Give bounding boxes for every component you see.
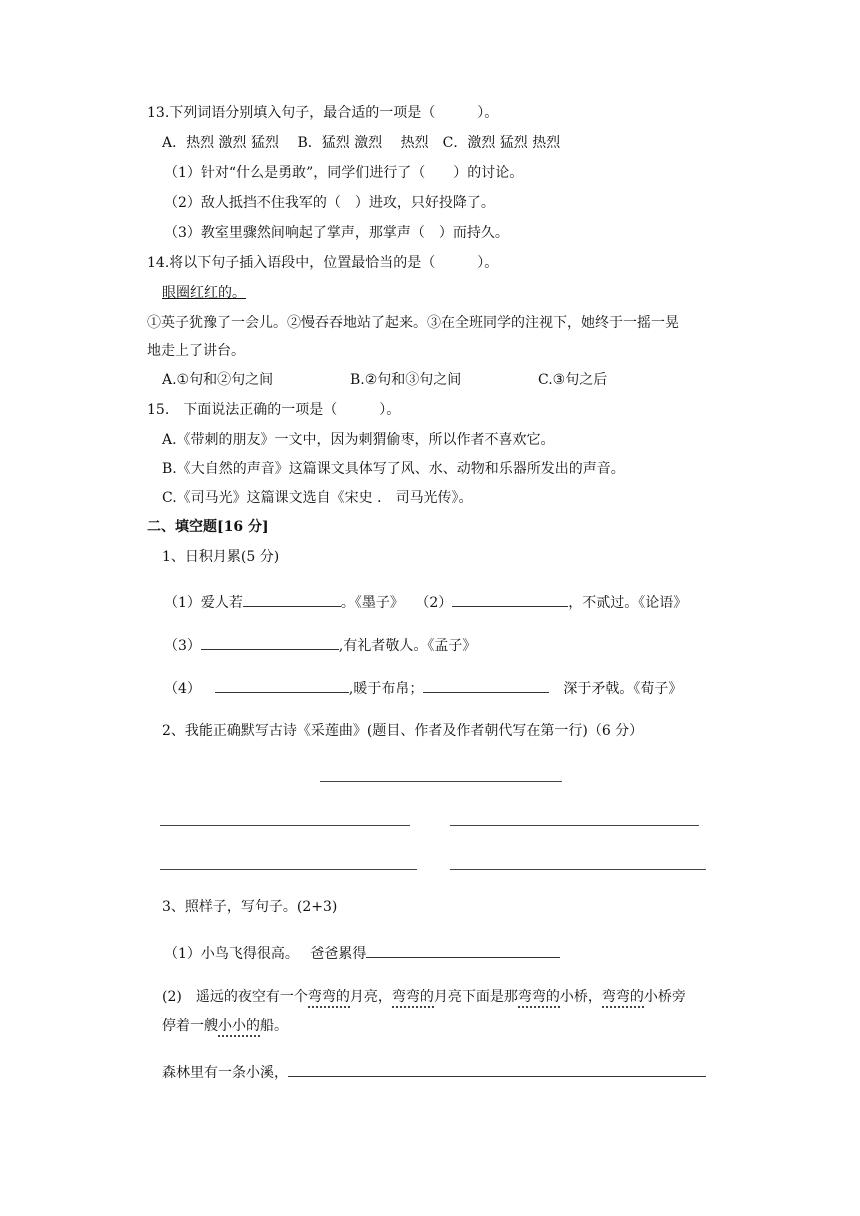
fill-blank[interactable] xyxy=(366,942,560,958)
q14-paragraph-line-2: 地走上了讲台。 xyxy=(147,343,245,359)
fill-blank[interactable] xyxy=(215,677,349,693)
poem-line[interactable] xyxy=(160,869,417,870)
s3-text: (2) 遥远的夜空有一个 xyxy=(162,989,308,1005)
s3-example-line-1 xyxy=(162,987,686,1007)
part2-s2-title: 2、我能正确默写古诗《采莲曲》(题目、作者及作者朝代写在第一行)（6 分） xyxy=(162,723,644,739)
s3-line-1-a: （1）小鸟飞得很高。 爸爸累得 xyxy=(164,946,367,962)
q13-sentence-2: （2）敌人抵挡不住我军的（ ）进攻，只好投降了。 xyxy=(164,195,495,211)
q15-stem: 15. 下面说法正确的一项是（ ）。 xyxy=(147,402,401,418)
q15-option-b: B.《大自然的声音》这篇课文具体写了风、水、动物和乐器所发出的声音。 xyxy=(162,461,625,477)
s1-line-3-c: 深于矛戟。《荀子》 xyxy=(563,681,683,697)
part2-s3-title: 3、照样子，写句子。(2+3) xyxy=(162,899,338,915)
s1-line-2 xyxy=(164,634,476,656)
s1-line-1-c: ，不贰过。《论语》 xyxy=(568,595,688,611)
poem-line[interactable] xyxy=(450,825,699,826)
q13-sentence-3: （3）教室里骤然间响起了掌声，那掌声（ ）而持久。 xyxy=(164,225,509,241)
s1-line-1 xyxy=(164,591,687,613)
fill-blank[interactable] xyxy=(423,677,549,693)
s3-text: 月亮下面是那 xyxy=(433,989,518,1005)
s3-line-4-a: 森林里有一条小溪， xyxy=(162,1065,288,1081)
s3-text: 月亮， xyxy=(349,989,392,1005)
s1-line-2-b: ,有礼者敬人。《孟子》 xyxy=(338,638,477,654)
q13-options: A．热烈 激烈 猛烈 B．猛烈 激烈 热烈 C．激烈 猛烈 热烈 xyxy=(162,135,561,151)
s3-line-4 xyxy=(162,1061,706,1083)
q15-option-c: C.《司马光》这篇课文选自《宋史 ． 司马光传》。 xyxy=(162,490,473,506)
s1-line-3-b: ,暖于布帛； xyxy=(348,681,424,697)
fill-blank[interactable] xyxy=(288,1061,706,1077)
q14-option-a: A.①句和②句之间 xyxy=(162,372,274,388)
dotted-word: 弯弯的 xyxy=(392,989,434,1008)
s3-text: 小桥， xyxy=(559,989,602,1005)
s1-line-3 xyxy=(164,677,682,699)
q14-stem: 14.将以下句子插入语段中，位置最恰当的是（ ）。 xyxy=(147,255,499,271)
fill-blank[interactable] xyxy=(452,591,568,607)
s1-line-1-a: （1）爱人若 xyxy=(164,595,243,611)
dotted-word: 弯弯的 xyxy=(308,989,350,1008)
fill-blank[interactable] xyxy=(243,591,341,607)
dotted-word: 小小的 xyxy=(218,1018,260,1037)
q13-sentence-1: （1）针对“什么是勇敢”，同学们进行了（ ）的讨论。 xyxy=(164,165,524,181)
s3-text: 船。 xyxy=(260,1018,288,1034)
q13-stem: 13.下列词语分别填入句子，最合适的一项是（ ）。 xyxy=(147,105,499,121)
q14-paragraph-line-1: ①英子犹豫了一会儿。②慢吞吞地站了起来。③在全班同学的注视下，她终于一摇一晃 xyxy=(147,315,679,331)
s3-text: 停着一艘 xyxy=(162,1018,218,1034)
poem-line[interactable] xyxy=(160,825,410,826)
s3-example-line-2 xyxy=(162,1016,288,1036)
s3-line-1 xyxy=(164,942,560,964)
dotted-word: 弯弯的 xyxy=(518,989,560,1008)
s1-line-3-a: （4） xyxy=(164,681,201,697)
s1-line-1-b: 。《墨子》 （2） xyxy=(340,595,453,611)
dotted-word: 弯弯的 xyxy=(602,989,644,1008)
q14-option-c: C.③句之后 xyxy=(538,372,608,388)
q14-insert-sentence: 眼圈红红的。 xyxy=(162,285,246,301)
fill-blank[interactable] xyxy=(201,634,339,650)
q15-option-a: A.《带刺的朋友》一文中，因为刺猬偷枣，所以作者不喜欢它。 xyxy=(162,432,555,448)
s3-text: 小桥旁 xyxy=(643,989,686,1005)
part2-title: 二、填空题[16 分] xyxy=(147,519,269,535)
poem-title-line[interactable] xyxy=(320,781,562,782)
poem-line[interactable] xyxy=(450,869,706,870)
s1-line-2-a: （3） xyxy=(164,638,201,654)
part2-s1-title: 1、日积月累(5 分) xyxy=(162,549,280,565)
q14-option-b: B.②句和③句之间 xyxy=(350,372,462,388)
